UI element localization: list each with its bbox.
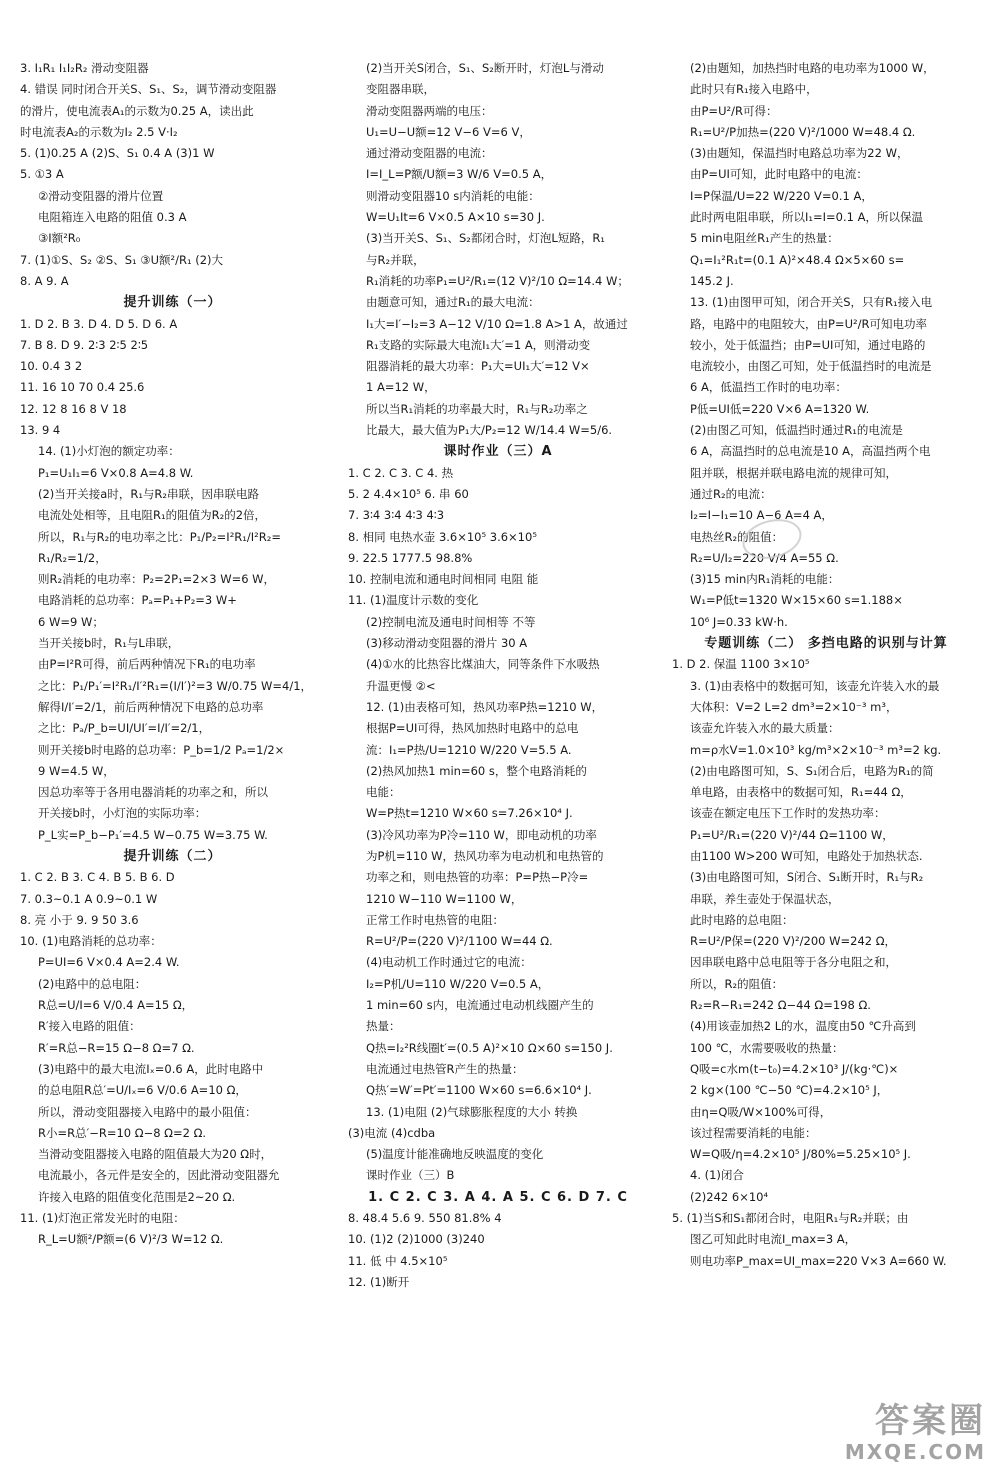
section-heading: 课时作业（三）A: [443, 444, 553, 460]
answer-line: 1. D 2. 保温 1100 3×10⁵: [672, 657, 810, 672]
answer-line: 正常工作时电热管的电阻：: [366, 912, 504, 927]
answer-line: 11. 16 10 70 0.4 25.6: [20, 380, 145, 395]
answer-line: R=U²/P保=(220 V)²/200 W=242 Ω，: [690, 934, 897, 949]
answer-line: 11. (1)灯泡正常发光时的电阻：: [20, 1211, 185, 1226]
answer-line: 12. (1)断开: [348, 1274, 410, 1289]
answer-line: 3. I₁R₁ I₁I₂R₂ 滑动变阻器: [20, 61, 149, 75]
answer-line: 10. (1)2 (2)1000 (3)240: [348, 1232, 485, 1247]
answer-line: (2)由图乙可知，低温挡时通过R₁的电流是: [690, 423, 903, 438]
answer-line: 13. 9 4: [20, 423, 61, 438]
answer-line: (2)242 6×10⁴: [690, 1189, 769, 1204]
answer-line: 串联，养生壶处于保温状态，: [690, 891, 840, 906]
answer-line: (3)冷风功率为P冷=110 W，即电动机的功率: [366, 827, 597, 842]
answer-line: 10. 控制电流和通电时间相同 电阻 能: [348, 572, 539, 587]
answer-line: (3)由题知，保温挡时电路总功率为22 W，: [690, 146, 909, 161]
answer-line: 8. A 9. A: [20, 273, 69, 288]
answer-line: 11. 低 中 4.5×10⁵: [348, 1253, 448, 1268]
answer-line: 比最大，最大值为P₁大/P₂=12 W/14.4 W=5/6.: [366, 423, 613, 438]
answer-line: 9. 22.5 1777.5 98.8%: [348, 550, 473, 565]
answer-line: R₁/R₂=1/2，: [38, 550, 107, 565]
site-watermark: [776, 1401, 986, 1463]
answer-line: 3. (1)由表格中的数据可知，该壶允许装入水的最: [690, 678, 940, 693]
answer-column-3: [672, 58, 980, 1272]
answer-line: 1 A=12 W，: [366, 380, 436, 395]
answer-line: 由P=I²R可得，前后两种情况下R₁的电功率: [38, 657, 256, 672]
answer-line: (4)电动机工作时通过它的电流：: [366, 955, 532, 970]
answer-line: 根据P=UI可得，热风加热时电路中的总电: [366, 721, 579, 736]
answer-line: 8. 48.4 5.6 9. 550 81.8% 4: [348, 1211, 502, 1226]
answer-line: I₂=P机/U=110 W/220 V=0.5 A，: [366, 976, 550, 991]
answer-line: R₂=R−R₁=242 Ω−44 Ω=198 Ω.: [690, 998, 871, 1013]
answer-line: R₂=U/I₂=220 V/4 A=55 Ω.: [690, 550, 839, 565]
answer-line: 图乙可知此时电流I_max=3 A，: [690, 1232, 857, 1247]
answer-line: (3)15 min内R₁消耗的电能：: [690, 572, 840, 587]
answer-line: (2)热风加热1 min=60 s，整个电路消耗的: [366, 763, 587, 778]
answer-line: 则滑动变阻器10 s内消耗的电能：: [366, 188, 540, 203]
answer-line: 流：I₁=P热/U=1210 W/220 V=5.5 A.: [366, 742, 572, 757]
answer-line: 1. C 2. C 3. C 4. 热: [348, 465, 454, 480]
answer-line: 5. (1)当S和S₁都闭合时，电阻R₁与R₂并联；由: [672, 1211, 909, 1226]
answer-line: 由P=U²/R可得：: [690, 103, 778, 118]
answer-line: 由1100 W>200 W可知，电路处于加热状态.: [690, 848, 923, 863]
answer-line: 13. (1)由图甲可知，闭合开关S，只有R₁接入电: [690, 295, 933, 310]
answer-line: R总=U/I=6 V/0.4 A=15 Ω，: [38, 998, 194, 1013]
answer-line: 8. 相同 电热水壶 3.6×10⁵ 3.6×10⁵: [348, 529, 537, 544]
answer-line: 的滑片，使电流表A₁的示数为0.25 A，读出此: [20, 103, 254, 118]
answer-line: Q吸=c水m(t−t₀)=4.2×10³ J/(kg·℃)×: [690, 1061, 899, 1076]
answer-line: 7. (1)①S、S₂ ②S、S₁ ③U额²/R₁ (2)大: [20, 252, 224, 267]
answer-line: 较小，处于低温挡；由P=UI可知，通过电路的: [690, 337, 926, 352]
answer-line: 电热丝R₂的阻值：: [690, 529, 784, 544]
answer-line: R′=R总−R=15 Ω−8 Ω=7 Ω.: [38, 1040, 195, 1055]
answer-line: 电阻箱连入电路的阻值 0.3 A: [38, 210, 187, 225]
answer-line: 为P机=110 W，热风功率为电动机和电热管的: [366, 848, 604, 863]
answer-line: W₁=P低t=1320 W×15×60 s=1.188×: [690, 593, 903, 608]
answer-column-2: [348, 58, 648, 1293]
answer-line: W=U₁It=6 V×0.5 A×10 s=30 J.: [366, 210, 545, 225]
answer-line: 通过滑动变阻器的电流：: [366, 146, 493, 161]
answer-line: 1. D 2. B 3. D 4. D 5. D 6. A: [20, 316, 178, 331]
answer-line: 电流通过电热管R产生的热量：: [366, 1061, 524, 1076]
answer-line: (3)由电路图可知，S闭合、S₁断开时，R₁与R₂: [690, 870, 924, 885]
answer-line: 7. 0.3~0.1 A 0.9~0.1 W: [20, 891, 158, 906]
answer-line: 11. (1)温度计示数的变化: [348, 593, 479, 608]
section-heading: 专题训练（二） 多挡电路的识别与计算: [704, 636, 948, 652]
answer-line: 升温更慢 ②<: [366, 678, 436, 693]
answer-line: (2)由电路图可知，S、S₁闭合后，电路为R₁的简: [690, 763, 934, 778]
answer-line: 所以，R₂的阻值：: [690, 976, 784, 991]
answer-line: I₁大=I′−I₂=3 A−12 V/10 Ω=1.8 A>1 A，故通过: [366, 316, 628, 331]
answer-line: 许接入电路的阻值变化范围是2~20 Ω.: [38, 1189, 236, 1204]
answer-line: ③I额²R₀: [38, 231, 81, 246]
answer-line: R′接入电路的阻值：: [38, 1019, 141, 1034]
answer-line: 此时只有R₁接入电路中，: [690, 82, 818, 97]
answer-line: R₁消耗的功率P₁=U²/R₁=(12 V)²/10 Ω=14.4 W；: [366, 273, 629, 288]
answer-line: 的总电阻R总′=U/Iₓ=6 V/0.6 A=10 Ω，: [38, 1083, 247, 1098]
answer-line: 所以当R₁消耗的功率最大时，R₁与R₂功率之: [366, 401, 588, 416]
answer-line: 2 kg×(100 ℃−50 ℃)=4.2×10⁵ J，: [690, 1083, 889, 1098]
answer-line: 所以，滑动变阻器接入电路中的最小阻值：: [38, 1104, 257, 1119]
answer-column-1: [20, 58, 325, 1251]
answer-line: 由P=UI可知，此时电路中的电流：: [690, 167, 868, 182]
answer-line: 13. (1)电阻 (2)气球膨胀程度的大小 转换: [366, 1104, 578, 1119]
answer-line: 则开关接b时电路的总功率：P_b=1/2 Pₐ=1/2×: [38, 742, 285, 757]
answer-line: (4)①水的比热容比煤油大，同等条件下水吸热: [366, 657, 600, 672]
answer-line: 该壶允许装入水的最大质量：: [690, 721, 840, 736]
answer-line: 4. 错误 同时闭合开关S、S₁、S₂，调节滑动变阻器: [20, 82, 277, 97]
answer-line: 4. (1)闭合: [690, 1168, 744, 1183]
answer-line: R_L=U额²/P额=(6 V)²/3 W=12 Ω.: [38, 1232, 224, 1247]
answer-line: 电能：: [366, 785, 401, 800]
answer-line: R=U²/P=(220 V)²/1100 W=44 Ω.: [366, 934, 553, 949]
answer-line: 功率之和，则电热管的功率：P=P热−P冷=: [366, 870, 589, 885]
answer-line: 解得I/I′=2/1，前后两种情况下电路的总功率: [38, 699, 264, 714]
answer-line: I=I_L=P额/U额=3 W/6 V=0.5 A，: [366, 167, 553, 182]
answer-line: R₁=U²/P加热=(220 V)²/1000 W=48.4 Ω.: [690, 124, 916, 139]
answer-line: W=P热t=1210 W×60 s=7.26×10⁴ J.: [366, 806, 573, 821]
answer-line: 6 A，高温挡时的总电流是10 A，高温挡两个电: [690, 444, 931, 459]
answer-line: 热量：: [366, 1019, 401, 1034]
answer-line: 之比：Pₐ/P_b=UI/UI′=I/I′=2/1，: [38, 721, 211, 736]
answer-line: 该过程需要消耗的电能：: [690, 1125, 817, 1140]
answer-line: 9 W=4.5 W，: [38, 763, 115, 778]
answer-line: 由题意可知，通过R₁的最大电流：: [366, 295, 540, 310]
answer-line: 由η=Q吸/W×100%可得，: [690, 1104, 832, 1119]
answer-line: 7. 3∶4 3∶4 4∶3 4∶3: [348, 508, 445, 523]
section-heading: 提升训练（二）: [123, 848, 222, 864]
answer-line: 6 A，低温挡工作时的电功率：: [690, 380, 847, 395]
answer-line: 10. (1)电路消耗的总功率：: [20, 934, 162, 949]
answer-line: W=Q吸/η=4.2×10⁵ J/80%=5.25×10⁵ J.: [690, 1147, 911, 1162]
answer-line: 10. 0.4 3 2: [20, 359, 83, 374]
answer-line: 电流较小，由图乙可知，处于低温挡时的电流是: [690, 359, 932, 374]
answer-line: 5. ①3 A: [20, 167, 64, 182]
answer-line: 7. B 8. D 9. 2∶3 2∶5 2∶5: [20, 337, 149, 352]
answer-line: P=UI=6 V×0.4 A=2.4 W.: [38, 955, 180, 970]
answer-line: 电流处处相等，且电阻R₁的阻值为R₂的2倍，: [38, 508, 267, 523]
answer-line: 1210 W−110 W=1100 W，: [366, 891, 523, 906]
answer-line: (3)移动滑动变阻器的滑片 30 A: [366, 636, 528, 651]
section-heading: 1. C 2. C 3. A 4. A 5. C 6. D 7. C: [368, 1189, 628, 1205]
answer-line: 通过R₂的电流：: [690, 486, 772, 501]
answer-line: 则R₂消耗的电功率：P₂=2P₁=2×3 W=6 W，: [38, 572, 276, 587]
answer-line: 所以，R₁与R₂的电功率之比：P₁/P₂=I²R₁/I²R₂=: [38, 529, 282, 544]
answer-line: 8. 亮 小于 9. 9 50 3.6: [20, 912, 139, 927]
answer-line: 路，电路中的电阻较大，由P=U²/R可知电功率: [690, 316, 927, 331]
answer-line: P₁=U₁I₁=6 V×0.8 A=4.8 W.: [38, 465, 194, 480]
answer-line: (2)由题知，加热挡时电路的电功率为1000 W，: [690, 61, 935, 75]
answer-line: 大体积：V=2 L=2 dm³=2×10⁻³ m³，: [690, 699, 898, 714]
answer-line: 时电流表A₂的示数为I₂ 2.5 V·I₂: [20, 124, 178, 139]
answer-line: 滑动变阻器两端的电压：: [366, 103, 493, 118]
answer-line: (5)温度计能准确地反映温度的变化: [366, 1147, 544, 1162]
answer-line: 此时电路的总电阻：: [690, 912, 794, 927]
answer-line: 电流最小，各元件是安全的，因此滑动变阻器允: [38, 1168, 280, 1183]
answer-line: (4)用该壶加热2 L的水，温度由50 ℃升高到: [690, 1019, 916, 1034]
watermark-url: MXQE.COM: [844, 1440, 986, 1464]
answer-line: 阻并联，根据并联电路电流的规律可知，: [690, 465, 897, 480]
answer-line: (3)电路中的最大电流Iₓ=0.6 A，此时电路中: [38, 1061, 264, 1076]
answer-line: 阻器消耗的最大功率：P₁大=UI₁大′=12 V×: [366, 359, 590, 374]
answer-line: R₁支路的实际最大电流I₁大′=1 A，则滑动变: [366, 337, 591, 352]
watermark-logo: 答案圈: [875, 1401, 986, 1441]
answer-line: m=ρ水V=1.0×10³ kg/m³×2×10⁻³ m³=2 kg.: [690, 742, 942, 757]
answer-line: (2)电路中的总电阻：: [38, 976, 147, 991]
answer-line: 则电功率P_max=UI_max=220 V×3 A=660 W.: [690, 1253, 947, 1268]
answer-line: 之比：P₁/P₁′=I²R₁/I′²R₁=(I/I′)²=3 W/0.75 W=4/1，: [38, 678, 313, 693]
answer-line: R小=R总′−R=10 Ω−8 Ω=2 Ω.: [38, 1125, 207, 1140]
answer-line: 1 min=60 s内，电流通过电动机线圈产生的: [366, 998, 594, 1013]
answer-line: (2)控制电流及通电时间相等 不等: [366, 614, 536, 629]
answer-line: U₁=U−U额=12 V−6 V=6 V，: [366, 124, 531, 139]
section-heading: 提升训练（一）: [123, 295, 222, 311]
answer-line: 课时作业（三）B: [366, 1168, 455, 1183]
answer-line: Q₁=I₁²R₁t=(0.1 A)²×48.4 Ω×5×60 s=: [690, 252, 905, 267]
answer-line: 1. C 2. B 3. C 4. B 5. B 6. D: [20, 870, 175, 885]
answer-line: 10⁶ J=0.33 kW·h.: [690, 614, 788, 629]
answer-line: 100 ℃，水需要吸收的热量：: [690, 1040, 844, 1055]
answer-line: 因总功率等于各用电器消耗的功率之和，所以: [38, 785, 268, 800]
answer-line: (3)当开关S、S₁、S₂都闭合时，灯泡L短路，R₁: [366, 231, 605, 246]
answer-line: Q热=I₂²R线圈t′=(0.5 A)²×10 Ω×60 s=150 J.: [366, 1040, 613, 1055]
answer-line: 当开关接b时，R₁与L串联，: [38, 636, 180, 651]
answer-line: 开关接b时，小灯泡的实际功率：: [38, 806, 207, 821]
answer-line: 145.2 J.: [690, 273, 734, 288]
answer-line: Q热′=W′=Pt′=1100 W×60 s=6.6×10⁴ J.: [366, 1083, 592, 1098]
answer-line: 5. 2 4.4×10⁵ 6. 串 60: [348, 486, 469, 501]
answer-line: ②滑动变阻器的滑片位置: [38, 188, 164, 203]
answer-line: 12. (1)由表格可知，热风功率P热=1210 W，: [366, 699, 604, 714]
answer-line: 5. (1)0.25 A (2)S、S₁ 0.4 A (3)1 W: [20, 146, 215, 161]
answer-line: P₁=U²/R₁=(220 V)²/44 Ω=1100 W，: [690, 827, 894, 842]
answer-line: 此时两电阻串联，所以I₁=I=0.1 A，所以保温: [690, 210, 923, 225]
answer-line: 12. 12 8 16 8 V 18: [20, 401, 127, 416]
answer-line: 该壶在额定电压下工作时的发热功率：: [690, 806, 886, 821]
answer-line: 14. (1)小灯泡的额定功率：: [38, 444, 180, 459]
answer-line: 当滑动变阻器接入电路的阻值最大为20 Ω时，: [38, 1147, 273, 1162]
answer-line: 因串联电路中总电阻等于各分电阻之和，: [690, 955, 897, 970]
answer-line: (2)当开关S闭合，S₁、S₂断开时，灯泡L与滑动: [366, 61, 604, 75]
answer-line: I₂=I−I₁=10 A−6 A=4 A，: [690, 508, 833, 523]
answer-line: I=P保温/U=22 W/220 V=0.1 A，: [690, 188, 873, 203]
answer-line: 6 W=9 W；: [38, 614, 104, 629]
answer-line: 变阻器串联，: [366, 82, 435, 97]
answer-line: P低=UI低=220 V×6 A=1320 W.: [690, 401, 870, 416]
answer-line: (3)电流 (4)cdba: [348, 1125, 436, 1140]
answer-line: 与R₂并联，: [366, 252, 425, 267]
answer-line: 电路消耗的总功率：Pₐ=P₁+P₂=3 W+: [38, 593, 237, 608]
answer-line: P_L实=P_b−P₁′=4.5 W−0.75 W=3.75 W.: [38, 827, 268, 842]
answer-line: 单电路，由表格中的数据可知，R₁=44 Ω，: [690, 785, 912, 800]
answer-line: (2)当开关接a时，R₁与R₂串联，因串联电路: [38, 486, 260, 501]
answer-line: 5 min电阻丝R₁产生的热量：: [690, 231, 839, 246]
